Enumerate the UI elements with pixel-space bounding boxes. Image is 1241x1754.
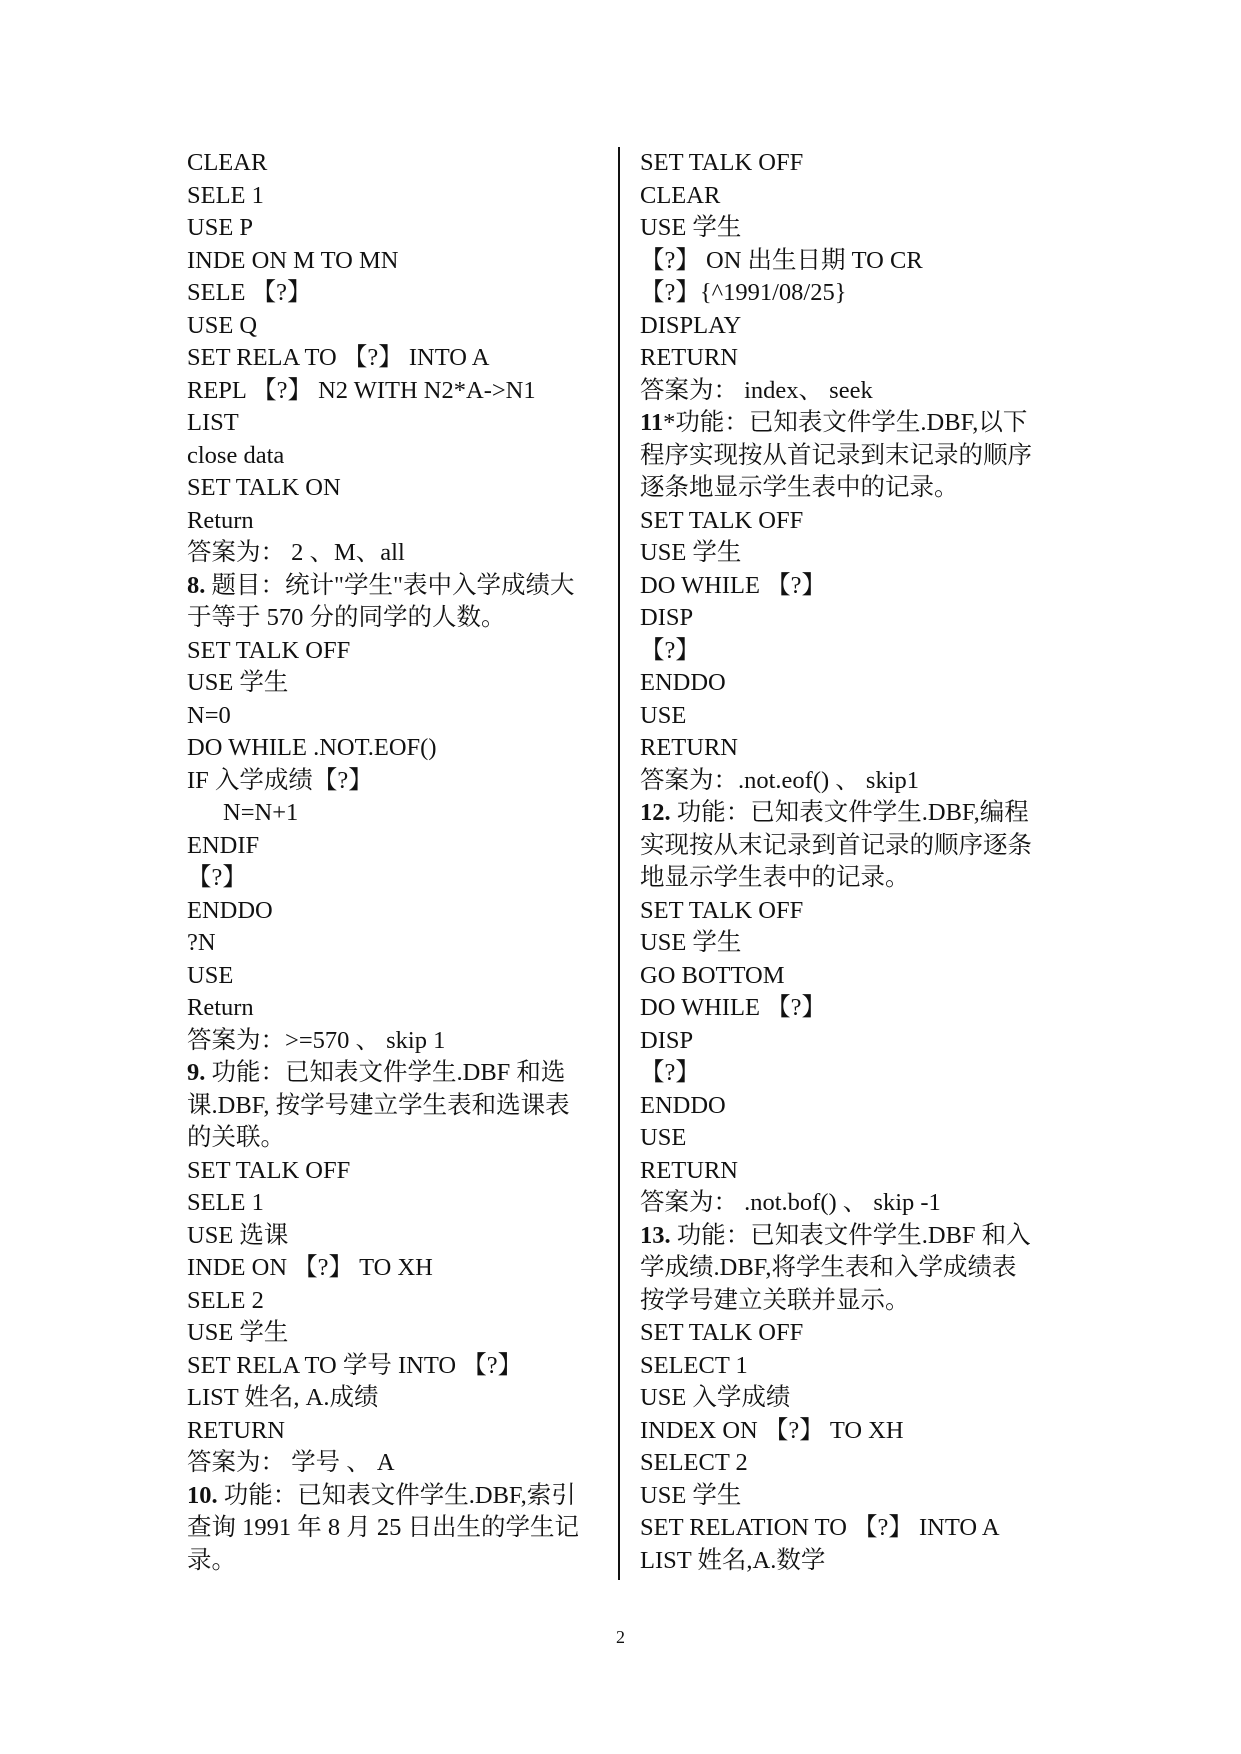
text-line: ENDDO — [640, 1091, 726, 1119]
text-line: DISP — [640, 1026, 694, 1054]
text-line: USE 学生 — [640, 929, 742, 956]
text-line: SELECT 1 — [640, 1351, 748, 1379]
text-line: 地显示学生表中的记录。 — [640, 864, 910, 891]
text-line: close data — [187, 441, 285, 469]
question-number: 9. — [187, 1059, 206, 1086]
text-line: 答案为： 2 、M、all — [187, 539, 405, 566]
text-line: RETURN — [187, 1416, 285, 1444]
column-divider — [618, 147, 620, 1580]
text-line: 课.DBF, 按学号建立学生表和选课表 — [187, 1091, 570, 1119]
question-number: 8. — [187, 571, 206, 599]
text-line: 【?】 ON 出生日期 TO CR — [640, 246, 923, 274]
left-column — [187, 147, 597, 1577]
question-text: *功能：已知表文件学生.DBF,以下 — [663, 409, 1028, 436]
question-number: 10. — [187, 1481, 218, 1509]
text-line: 按学号建立关联并显示。 — [640, 1286, 910, 1314]
text-line: 答案为： .not.bof() 、 skip -1 — [640, 1189, 941, 1216]
text-line: SET TALK OFF — [187, 1156, 351, 1184]
question-heading — [640, 1220, 1055, 1253]
text-line: DISP — [640, 604, 694, 631]
question-text: 题目：统计"学生"表中入学成绩大 — [205, 571, 575, 599]
text-line: CLEAR — [187, 149, 268, 176]
text-line: RETURN — [640, 734, 738, 761]
text-line: 录。 — [187, 1546, 236, 1574]
text-line: INDE ON M TO MN — [187, 246, 399, 274]
question-text: 功能：已知表文件学生.DBF,索引 — [217, 1481, 576, 1509]
text-line: ?N — [187, 929, 216, 956]
text-line: 逐条地显示学生表中的记录。 — [640, 474, 959, 501]
text-line: USE 学生 — [640, 539, 742, 566]
text-line: DO WHILE .NOT.EOF() — [187, 734, 437, 761]
question-number: 12. — [640, 799, 671, 826]
text-line: USE 选课 — [187, 1221, 289, 1249]
text-line: 答案为：.not.eof() 、 skip1 — [640, 766, 919, 794]
text-line: USE 学生 — [640, 1481, 742, 1509]
text-line: SELECT 2 — [640, 1449, 748, 1476]
text-line: USE 学生 — [187, 669, 289, 696]
text-line: Return — [187, 994, 254, 1021]
question-text: 功能：已知表文件学生.DBF 和入 — [670, 1221, 1031, 1249]
text-line: 查询 1991 年 8 月 25 日出生的学生记 — [187, 1514, 579, 1541]
text-line: ENDDO — [187, 896, 273, 924]
text-line: USE 学生 — [640, 214, 742, 241]
text-line: USE 入学成绩 — [640, 1384, 791, 1411]
text-line: SET TALK OFF — [640, 149, 804, 176]
text-line: RETURN — [640, 344, 738, 371]
text-line: LIST 姓名,A.数学 — [640, 1546, 826, 1574]
text-line: REPL 【?】 N2 WITH N2*A->N1 — [187, 376, 536, 404]
text-line: SET TALK OFF — [640, 1319, 804, 1346]
question-heading — [187, 1057, 597, 1090]
text-line: USE — [640, 1124, 687, 1151]
text-line: 答案为：>=570 、 skip 1 — [187, 1026, 446, 1054]
right-column — [640, 147, 1055, 1577]
text-line: N=0 — [187, 701, 231, 729]
text-line: 实现按从末记录到首记录的顺序逐条 — [640, 831, 1032, 859]
text-line: LIST 姓名, A.成绩 — [187, 1384, 379, 1411]
text-line: SELE 2 — [187, 1286, 264, 1314]
text-line: 答案为： index、 seek — [640, 376, 873, 404]
text-line: INDEX ON 【?】 TO XH — [640, 1416, 904, 1444]
text-line: GO BOTTOM — [640, 961, 785, 989]
question-text: 功能：已知表文件学生.DBF 和选 — [205, 1059, 566, 1086]
text-line: SELE 【?】 — [187, 279, 312, 306]
text-line: SET TALK ON — [187, 474, 341, 501]
text-line: SET TALK OFF — [187, 636, 351, 664]
question-text: 功能：已知表文件学生.DBF,编程 — [670, 799, 1029, 826]
text-line: ENDIF — [187, 831, 260, 859]
text-line: INDE ON 【?】 TO XH — [187, 1254, 433, 1281]
text-line: N=N+1 — [223, 799, 299, 826]
text-line: SELE 1 — [187, 1189, 264, 1216]
text-line: USE P — [187, 214, 254, 241]
text-line: 学成绩.DBF,将学生表和入学成绩表 — [640, 1254, 1017, 1281]
question-number: 13. — [640, 1221, 671, 1249]
page-number: 2 — [616, 1627, 625, 1647]
text-line: Return — [187, 506, 254, 534]
text-line: SET RELATION TO 【?】 INTO A — [640, 1514, 1000, 1541]
question-heading — [640, 797, 1055, 830]
text-line: ENDDO — [640, 669, 726, 696]
text-line: SET TALK OFF — [640, 896, 804, 924]
text-line: USE — [640, 701, 687, 729]
question-number: 11 — [640, 409, 664, 436]
text-line: 【?】 — [187, 864, 247, 891]
text-line: CLEAR — [640, 181, 721, 209]
text-line: RETURN — [640, 1156, 738, 1184]
text-line: 【?】{^1991/08/25} — [640, 279, 847, 306]
text-line: SELE 1 — [187, 181, 264, 209]
text-line: 程序实现按从首记录到末记录的顺序 — [640, 441, 1032, 469]
text-line: 【?】 — [640, 1059, 700, 1086]
question-heading — [187, 570, 597, 603]
text-line: IF 入学成绩【?】 — [187, 766, 373, 794]
text-line: LIST — [187, 409, 239, 436]
question-heading — [640, 407, 1055, 440]
text-line: 答案为： 学号 、 A — [187, 1449, 395, 1476]
text-line: DO WHILE 【?】 — [640, 571, 826, 599]
text-line: USE — [187, 961, 234, 989]
text-line: 于等于 570 分的同学的人数。 — [187, 604, 506, 631]
text-line: SET TALK OFF — [640, 506, 804, 534]
text-line: DO WHILE 【?】 — [640, 994, 826, 1021]
text-line: SET RELA TO 【?】 INTO A — [187, 344, 490, 371]
text-line: DISPLAY — [640, 311, 742, 339]
text-line: USE 学生 — [187, 1319, 289, 1346]
text-line: SET RELA TO 学号 INTO 【?】 — [187, 1351, 523, 1379]
question-heading — [187, 1480, 597, 1513]
text-line: 【?】 — [640, 636, 700, 664]
text-line: USE Q — [187, 311, 258, 339]
text-line: 的关联。 — [187, 1124, 285, 1151]
